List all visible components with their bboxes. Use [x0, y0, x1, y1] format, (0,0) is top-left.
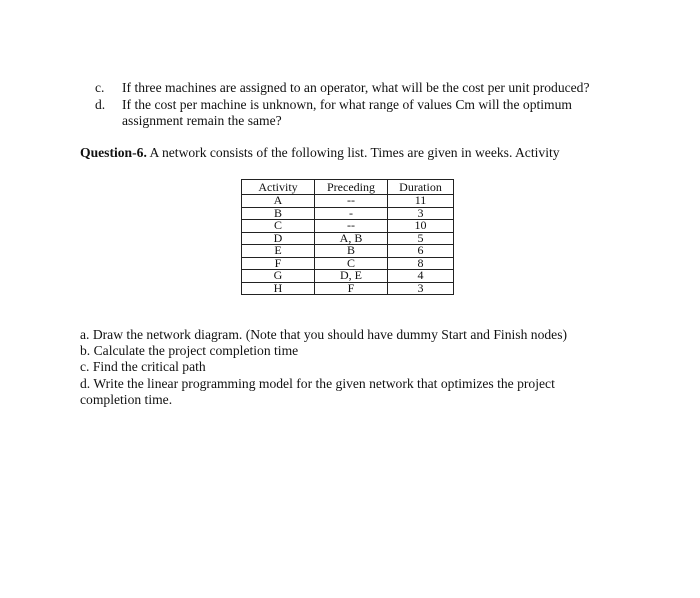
table-cell-duration: 10 [388, 220, 454, 233]
table-cell-duration: 6 [388, 245, 454, 258]
activity-table [241, 179, 454, 295]
table-cell-preceding: A, B [315, 232, 388, 245]
table-cell-activity: F [242, 257, 315, 270]
list-marker: d. [95, 96, 106, 112]
table-cell-duration: 3 [388, 282, 454, 295]
table-row [242, 282, 454, 295]
table-cell-duration: 11 [388, 195, 454, 208]
table-cell-activity: B [242, 207, 315, 220]
question-6-statement [80, 145, 640, 161]
column-header-duration: Duration [388, 180, 454, 195]
table-cell-activity: A [242, 195, 315, 208]
table-cell-duration: 3 [388, 207, 454, 220]
table-cell-activity: H [242, 282, 315, 295]
column-header-activity: Activity [242, 180, 315, 195]
table-cell-preceding: B [315, 245, 388, 258]
sub-question-list [95, 80, 615, 130]
table-cell-preceding: F [315, 282, 388, 295]
table-cell-preceding: D, E [315, 270, 388, 283]
table-cell-preceding: -- [315, 195, 388, 208]
question-label: Question-6. [80, 145, 147, 160]
column-header-preceding: Preceding [315, 180, 388, 195]
table-cell-activity: C [242, 220, 315, 233]
task-item: b. Calculate the project completion time [80, 343, 299, 359]
list-item [95, 97, 615, 130]
table-cell-preceding: -- [315, 220, 388, 233]
list-marker: c. [95, 80, 105, 95]
task-item: c. Find the critical path [80, 359, 206, 375]
task-item: d. Write the linear programming model for the given network that optimizes the project completion time. [80, 375, 555, 407]
table-cell-duration: 4 [388, 270, 454, 283]
table-cell-preceding: C [315, 257, 388, 270]
table-cell-preceding: - [315, 207, 388, 220]
table-cell-activity: D [242, 232, 315, 245]
table-cell-activity: G [242, 270, 315, 283]
list-item-text: If three machines are assigned to an operator, what will be the cost per unit produced? [122, 80, 590, 95]
list-item [95, 80, 615, 97]
table-cell-duration: 8 [388, 257, 454, 270]
list-item-text: If the cost per machine is unknown, for what range of values Cm will the optimum assignment remain the same? [122, 96, 573, 128]
table-cell-activity: E [242, 245, 315, 258]
question-text: A network consists of the following list. Times are given in weeks. Activity [146, 145, 560, 160]
table-cell-duration: 5 [388, 232, 454, 245]
task-item: a. Draw the network diagram. (Note that you should have dummy Start and Finish nodes) [80, 327, 568, 342]
task-list [80, 327, 600, 408]
